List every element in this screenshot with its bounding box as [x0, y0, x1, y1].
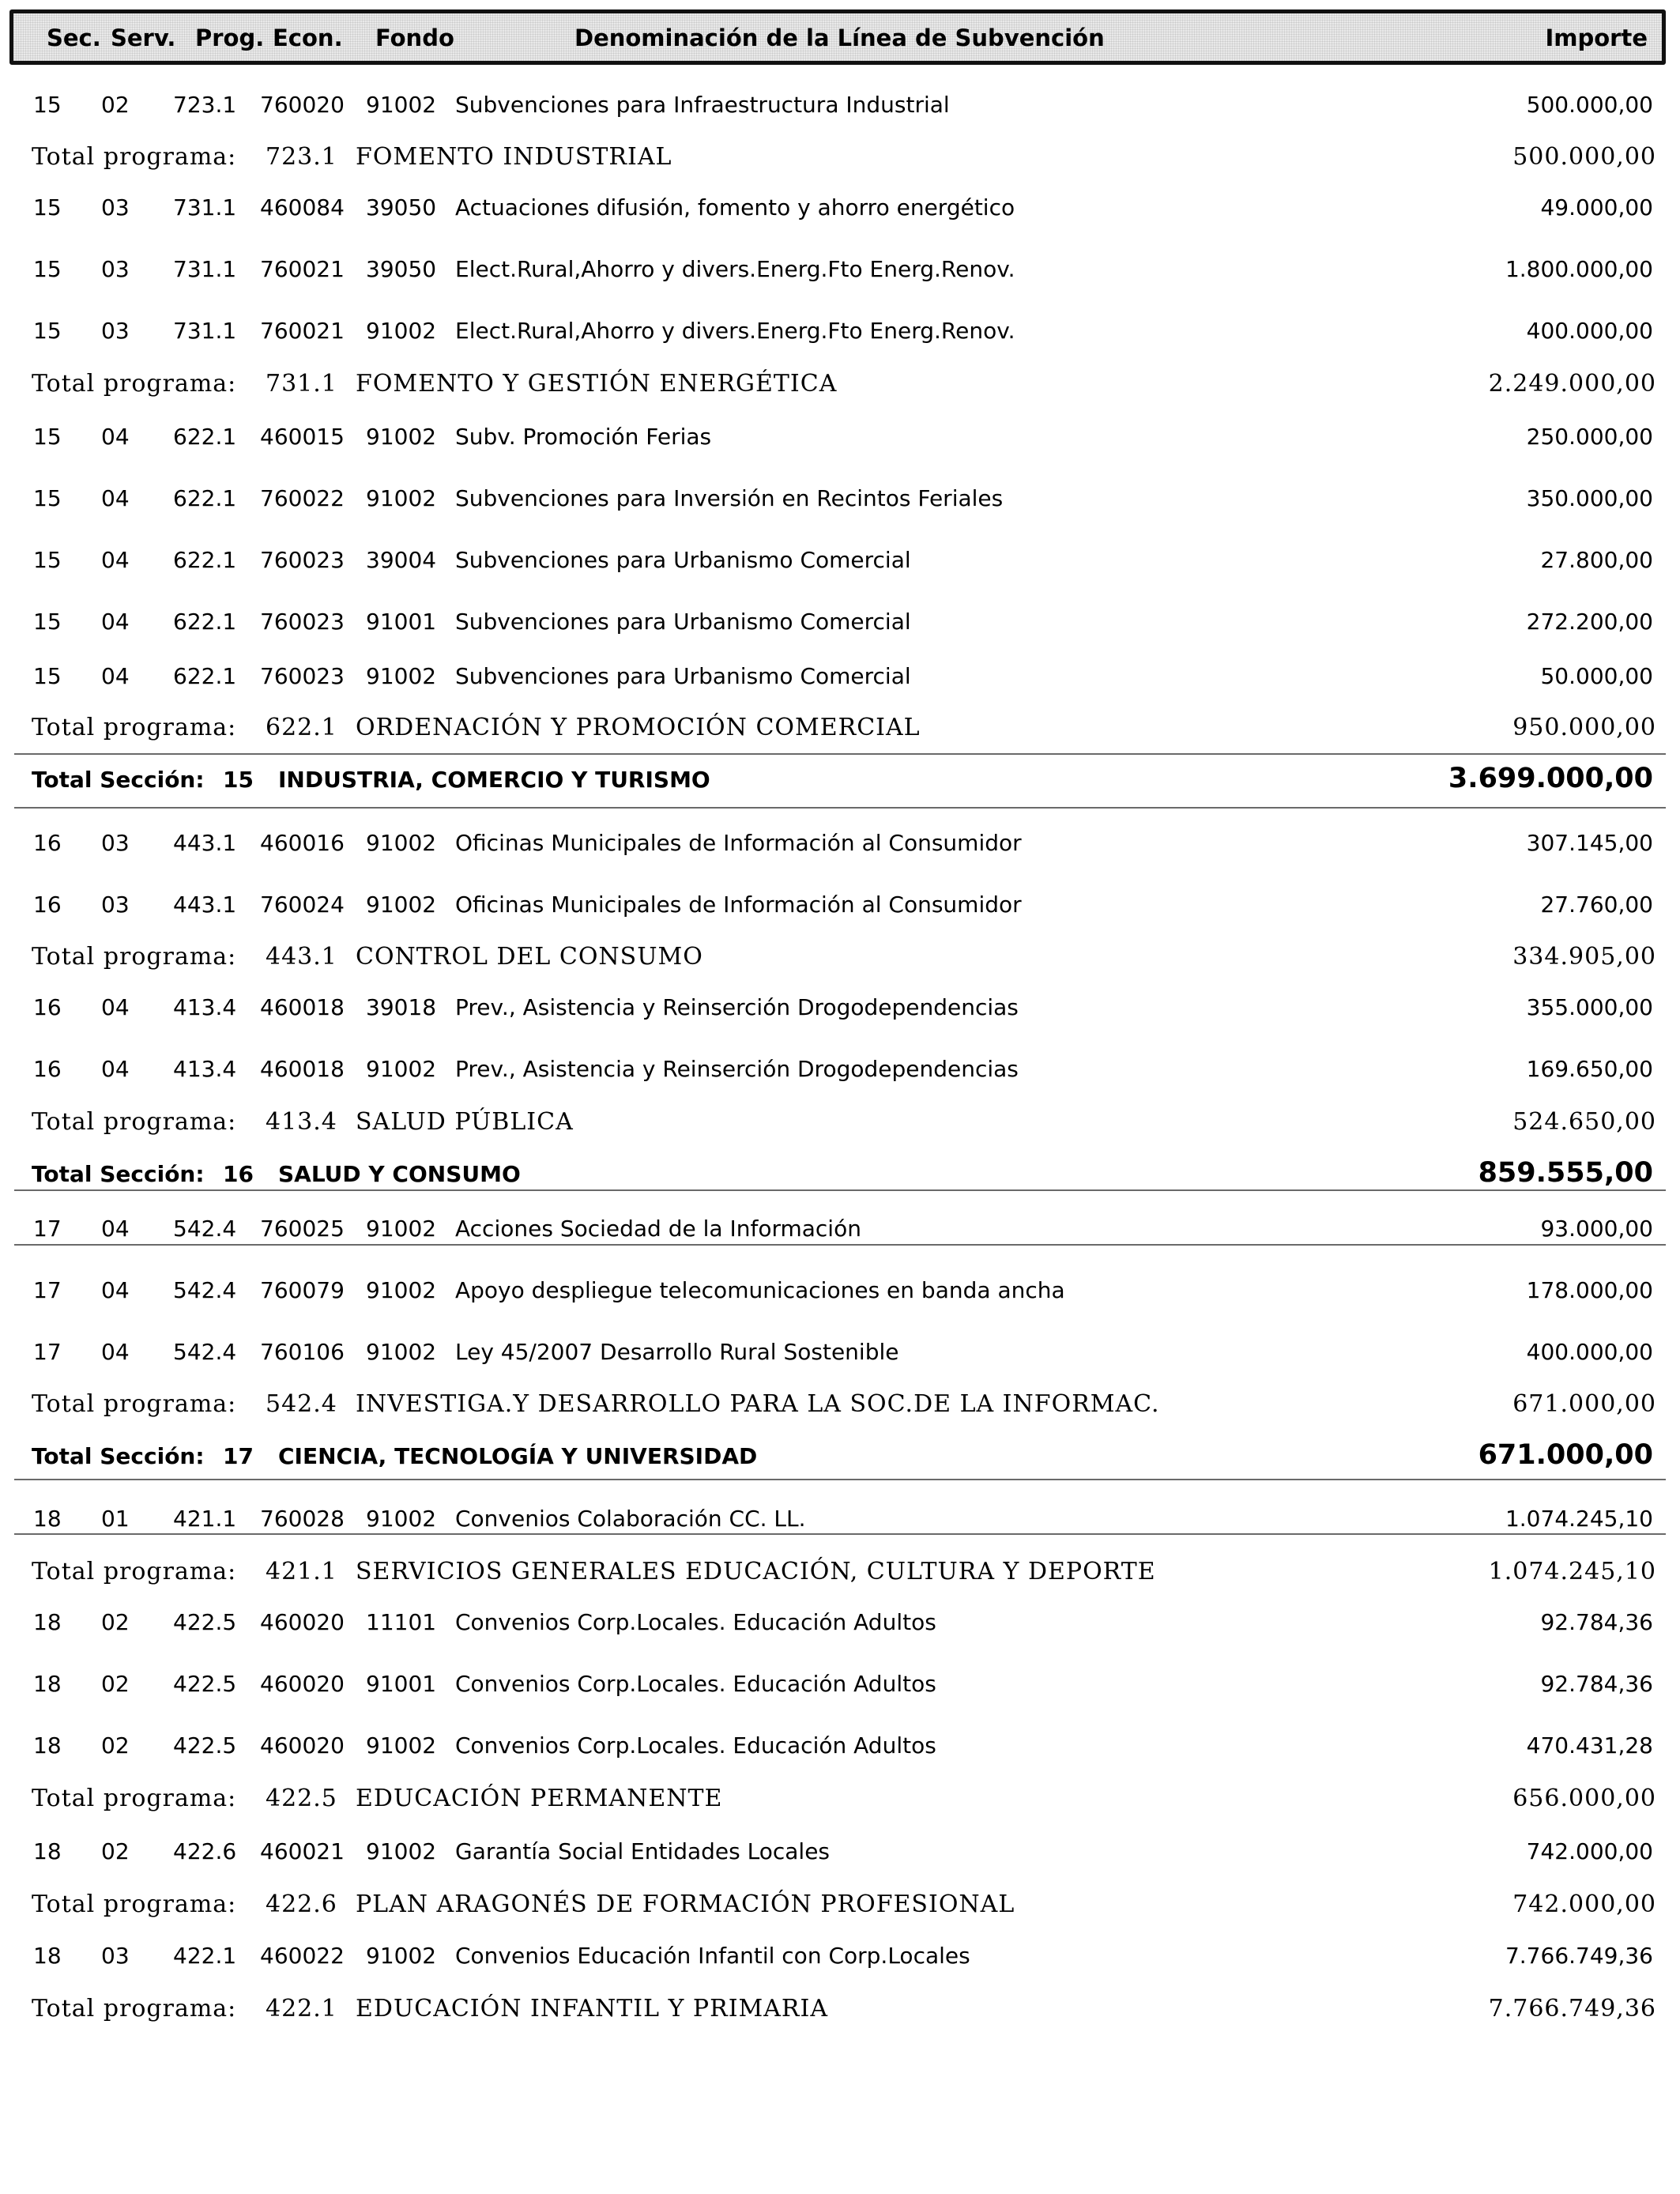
cell-prog: 422.5: [173, 1732, 237, 1759]
cell-denominacion: Acciones Sociedad de la Información: [455, 1216, 861, 1242]
cell-importe: 250.000,00: [1526, 424, 1653, 450]
total-programa-importe: 500.000,00: [1512, 143, 1656, 171]
cell-denominacion: Ley 45/2007 Desarrollo Rural Sostenible: [455, 1339, 899, 1365]
cell-serv: 04: [101, 424, 130, 450]
total-seccion-importe: 859.555,00: [1478, 1157, 1653, 1189]
cell-prog: 422.5: [173, 1609, 237, 1635]
detail-row: [0, 1604, 1680, 1644]
total-programa-name: EDUCACIÓN PERMANENTE: [356, 1785, 723, 1812]
detail-row: [0, 1938, 1680, 1977]
total-programa-name: SALUD PÚBLICA: [356, 1108, 574, 1136]
cell-fondo: 91002: [366, 892, 437, 918]
total-seccion-code: 15: [223, 767, 254, 793]
cell-sec: 15: [33, 485, 62, 511]
cell-sec: 15: [33, 424, 62, 450]
total-programa-label: Total programa:: [32, 143, 237, 171]
cell-denominacion: Apoyo despliegue telecomunicaciones en banda ancha: [455, 1277, 1065, 1303]
cell-serv: 03: [101, 318, 130, 344]
section-divider: [14, 1189, 1666, 1191]
cell-serv: 01: [101, 1506, 130, 1532]
cell-sec: 16: [33, 994, 62, 1020]
cell-econ: 460020: [260, 1671, 345, 1697]
total-programa-importe: 671.000,00: [1512, 1390, 1656, 1418]
cell-sec: 15: [33, 92, 62, 118]
cell-serv: 03: [101, 256, 130, 282]
cell-prog: 622.1: [173, 547, 237, 573]
total-programa-code: 723.1: [266, 143, 337, 171]
cell-econ: 460022: [260, 1943, 345, 1969]
cell-denominacion: Convenios Corp.Locales. Educación Adultos: [455, 1671, 936, 1697]
cell-sec: 18: [33, 1838, 62, 1864]
detail-row: [0, 658, 1680, 698]
detail-row: [0, 604, 1680, 643]
cell-importe: 27.760,00: [1540, 892, 1653, 918]
cell-denominacion: Subvenciones para Infraestructura Industrial: [455, 92, 950, 118]
detail-row: [0, 542, 1680, 582]
cell-sec: 17: [33, 1339, 62, 1365]
total-seccion-row: [0, 1439, 1680, 1479]
cell-denominacion: Elect.Rural,Ahorro y divers.Energ.Fto Energ.Renov.: [455, 318, 1015, 344]
total-programa-code: 422.6: [266, 1891, 337, 1918]
cell-denominacion: Subvenciones para Urbanismo Comercial: [455, 547, 911, 573]
cell-prog: 622.1: [173, 609, 237, 635]
cell-serv: 02: [101, 92, 130, 118]
cell-fondo: 39018: [366, 994, 437, 1020]
cell-serv: 03: [101, 892, 130, 918]
cell-serv: 04: [101, 609, 130, 635]
total-programa-importe: 656.000,00: [1512, 1785, 1656, 1812]
total-programa-name: PLAN ARAGONÉS DE FORMACIÓN PROFESIONAL: [356, 1891, 1015, 1918]
cell-importe: 350.000,00: [1526, 485, 1653, 511]
cell-sec: 16: [33, 830, 62, 856]
total-programa-importe: 742.000,00: [1512, 1891, 1656, 1918]
cell-fondo: 91002: [366, 424, 437, 450]
cell-importe: 1.800.000,00: [1505, 256, 1653, 282]
total-programa-name: ORDENACIÓN Y PROMOCIÓN COMERCIAL: [356, 714, 921, 741]
section-divider: [14, 1479, 1666, 1480]
header-denominacion: Denominación de la Línea de Subvención: [574, 25, 1105, 51]
cell-denominacion: Convenios Corp.Locales. Educación Adultos: [455, 1609, 936, 1635]
cell-sec: 15: [33, 609, 62, 635]
cell-serv: 04: [101, 1277, 130, 1303]
cell-sec: 17: [33, 1216, 62, 1242]
cell-fondo: 91002: [366, 1216, 437, 1242]
total-programa-importe: 334.905,00: [1512, 943, 1656, 971]
cell-importe: 169.650,00: [1526, 1056, 1653, 1082]
cell-denominacion: Convenios Colaboración CC. LL.: [455, 1506, 806, 1532]
cell-prog: 422.6: [173, 1838, 237, 1864]
header-fondo: Fondo: [375, 25, 454, 51]
cell-serv: 02: [101, 1838, 130, 1864]
cell-sec: 15: [33, 547, 62, 573]
detail-row: [0, 1334, 1680, 1374]
cell-econ: 460084: [260, 194, 345, 221]
section-divider: [14, 1244, 1666, 1246]
header-sec: Sec.: [47, 25, 101, 51]
cell-fondo: 11101: [366, 1609, 437, 1635]
cell-econ: 760023: [260, 663, 345, 689]
cell-fondo: 91002: [366, 485, 437, 511]
cell-sec: 15: [33, 194, 62, 221]
cell-econ: 760028: [260, 1506, 345, 1532]
total-programa-importe: 524.650,00: [1512, 1108, 1656, 1136]
total-seccion-label: Total Sección:: [32, 767, 205, 793]
total-programa-row: [0, 1105, 1680, 1144]
total-programa-row: [0, 1555, 1680, 1594]
cell-importe: 49.000,00: [1540, 194, 1653, 221]
cell-prog: 622.1: [173, 424, 237, 450]
cell-prog: 731.1: [173, 318, 237, 344]
cell-fondo: 91002: [366, 318, 437, 344]
detail-row: [0, 887, 1680, 926]
cell-importe: 742.000,00: [1526, 1838, 1653, 1864]
cell-serv: 02: [101, 1609, 130, 1635]
total-programa-code: 731.1: [266, 370, 337, 398]
cell-prog: 542.4: [173, 1277, 237, 1303]
total-programa-label: Total programa:: [32, 1891, 237, 1918]
total-programa-name: INVESTIGA.Y DESARROLLO PARA LA SOC.DE LA INFORMAC.: [356, 1390, 1160, 1418]
total-programa-label: Total programa:: [32, 1558, 237, 1585]
total-seccion-code: 17: [223, 1443, 254, 1469]
cell-serv: 03: [101, 194, 130, 221]
total-programa-importe: 7.766.749,36: [1488, 1995, 1656, 2022]
cell-fondo: 91002: [366, 1943, 437, 1969]
detail-row: [0, 825, 1680, 865]
cell-prog: 443.1: [173, 892, 237, 918]
cell-prog: 413.4: [173, 1056, 237, 1082]
cell-econ: 760106: [260, 1339, 345, 1365]
cell-sec: 18: [33, 1506, 62, 1532]
cell-serv: 04: [101, 485, 130, 511]
total-programa-code: 422.5: [266, 1785, 337, 1812]
cell-importe: 1.074.245,10: [1505, 1506, 1653, 1532]
cell-econ: 760022: [260, 485, 345, 511]
detail-row: [0, 190, 1680, 229]
cell-sec: 17: [33, 1277, 62, 1303]
cell-prog: 542.4: [173, 1339, 237, 1365]
header-serv: Serv.: [111, 25, 176, 51]
cell-fondo: 91001: [366, 1671, 437, 1697]
cell-prog: 542.4: [173, 1216, 237, 1242]
cell-importe: 355.000,00: [1526, 994, 1653, 1020]
cell-importe: 50.000,00: [1540, 663, 1653, 689]
cell-importe: 400.000,00: [1526, 318, 1653, 344]
detail-row: [0, 313, 1680, 352]
cell-fondo: 39050: [366, 194, 437, 221]
cell-econ: 460015: [260, 424, 345, 450]
cell-econ: 460016: [260, 830, 345, 856]
cell-denominacion: Subvenciones para Urbanismo Comercial: [455, 609, 911, 635]
cell-econ: 760021: [260, 256, 345, 282]
cell-denominacion: Prev., Asistencia y Reinserción Drogodependencias: [455, 994, 1019, 1020]
cell-denominacion: Oficinas Municipales de Información al Consumidor: [455, 830, 1022, 856]
cell-fondo: 91002: [366, 663, 437, 689]
total-programa-code: 542.4: [266, 1390, 337, 1418]
cell-denominacion: Subvenciones para Urbanismo Comercial: [455, 663, 911, 689]
cell-denominacion: Actuaciones difusión, fomento y ahorro energético: [455, 194, 1015, 221]
table-header: [9, 9, 1666, 65]
total-seccion-name: SALUD Y CONSUMO: [278, 1161, 521, 1187]
cell-serv: 03: [101, 1943, 130, 1969]
cell-importe: 92.784,36: [1540, 1671, 1653, 1697]
cell-econ: 760023: [260, 547, 345, 573]
cell-fondo: 91002: [366, 1277, 437, 1303]
cell-importe: 307.145,00: [1526, 830, 1653, 856]
total-programa-label: Total programa:: [32, 1390, 237, 1418]
cell-denominacion: Prev., Asistencia y Reinserción Drogodependencias: [455, 1056, 1019, 1082]
cell-denominacion: Garantía Social Entidades Locales: [455, 1838, 831, 1864]
cell-prog: 731.1: [173, 256, 237, 282]
total-programa-row: [0, 140, 1680, 179]
cell-econ: 760021: [260, 318, 345, 344]
cell-sec: 15: [33, 256, 62, 282]
cell-prog: 422.1: [173, 1943, 237, 1969]
total-programa-code: 422.1: [266, 1995, 337, 2022]
cell-prog: 622.1: [173, 485, 237, 511]
total-programa-row: [0, 1781, 1680, 1821]
cell-sec: 15: [33, 318, 62, 344]
detail-row: [0, 1834, 1680, 1873]
detail-row: [0, 1272, 1680, 1312]
cell-fondo: 39050: [366, 256, 437, 282]
cell-serv: 04: [101, 1216, 130, 1242]
cell-fondo: 91002: [366, 1838, 437, 1864]
total-seccion-name: INDUSTRIA, COMERCIO Y TURISMO: [278, 767, 710, 793]
total-programa-name: SERVICIOS GENERALES EDUCACIÓN, CULTURA Y DEPORTE: [356, 1558, 1156, 1585]
detail-row: [0, 251, 1680, 291]
header-importe: Importe: [1545, 25, 1648, 51]
total-seccion-label: Total Sección:: [32, 1161, 205, 1187]
cell-importe: 500.000,00: [1526, 92, 1653, 118]
cell-denominacion: Convenios Corp.Locales. Educación Adultos: [455, 1732, 936, 1759]
total-programa-row: [0, 1992, 1680, 2031]
cell-importe: 272.200,00: [1526, 609, 1653, 635]
detail-row: [0, 1666, 1680, 1706]
cell-denominacion: Convenios Educación Infantil con Corp.Locales: [455, 1943, 970, 1969]
detail-row: [0, 1051, 1680, 1091]
cell-sec: 18: [33, 1609, 62, 1635]
header-prog: Prog.: [195, 25, 265, 51]
cell-sec: 18: [33, 1671, 62, 1697]
cell-serv: 04: [101, 547, 130, 573]
total-programa-importe: 950.000,00: [1512, 714, 1656, 741]
cell-prog: 622.1: [173, 663, 237, 689]
total-programa-code: 443.1: [266, 943, 337, 971]
total-programa-label: Total programa:: [32, 714, 237, 741]
cell-fondo: 91002: [366, 830, 437, 856]
cell-prog: 723.1: [173, 92, 237, 118]
total-programa-name: FOMENTO INDUSTRIAL: [356, 143, 672, 171]
cell-serv: 04: [101, 1339, 130, 1365]
total-seccion-importe: 671.000,00: [1478, 1439, 1653, 1471]
cell-fondo: 91001: [366, 609, 437, 635]
total-programa-name: EDUCACIÓN INFANTIL Y PRIMARIA: [356, 1995, 829, 2022]
cell-importe: 92.784,36: [1540, 1609, 1653, 1635]
cell-fondo: 91002: [366, 1056, 437, 1082]
cell-denominacion: Subvenciones para Inversión en Recintos Feriales: [455, 485, 1004, 511]
cell-fondo: 91002: [366, 92, 437, 118]
cell-econ: 460020: [260, 1732, 345, 1759]
cell-importe: 400.000,00: [1526, 1339, 1653, 1365]
cell-importe: 178.000,00: [1526, 1277, 1653, 1303]
cell-prog: 443.1: [173, 830, 237, 856]
cell-fondo: 39004: [366, 547, 437, 573]
total-programa-row: [0, 367, 1680, 406]
cell-econ: 760079: [260, 1277, 345, 1303]
detail-row: [0, 419, 1680, 458]
section-divider: [14, 753, 1666, 755]
total-seccion-label: Total Sección:: [32, 1443, 205, 1469]
detail-row: [0, 990, 1680, 1029]
total-seccion-name: CIENCIA, TECNOLOGÍA Y UNIVERSIDAD: [278, 1443, 758, 1469]
cell-prog: 731.1: [173, 194, 237, 221]
cell-sec: 15: [33, 663, 62, 689]
cell-importe: 27.800,00: [1540, 547, 1653, 573]
total-seccion-importe: 3.699.000,00: [1448, 763, 1653, 794]
cell-sec: 18: [33, 1943, 62, 1969]
detail-row: [0, 481, 1680, 520]
total-seccion-code: 16: [223, 1161, 254, 1187]
cell-econ: 760020: [260, 92, 345, 118]
cell-importe: 7.766.749,36: [1505, 1943, 1653, 1969]
total-programa-label: Total programa:: [32, 1995, 237, 2022]
cell-econ: 460018: [260, 1056, 345, 1082]
cell-denominacion: Oficinas Municipales de Información al Consumidor: [455, 892, 1022, 918]
cell-serv: 03: [101, 830, 130, 856]
section-divider: [14, 807, 1666, 809]
cell-serv: 04: [101, 1056, 130, 1082]
cell-prog: 421.1: [173, 1506, 237, 1532]
section-divider: [14, 1533, 1666, 1535]
header-econ: Econ.: [273, 25, 343, 51]
cell-importe: 93.000,00: [1540, 1216, 1653, 1242]
total-programa-label: Total programa:: [32, 1108, 237, 1136]
cell-econ: 460020: [260, 1609, 345, 1635]
cell-econ: 460021: [260, 1838, 345, 1864]
cell-serv: 02: [101, 1732, 130, 1759]
total-programa-code: 421.1: [266, 1558, 337, 1585]
cell-prog: 413.4: [173, 994, 237, 1020]
total-programa-importe: 2.249.000,00: [1488, 370, 1656, 398]
cell-sec: 18: [33, 1732, 62, 1759]
total-programa-row: [0, 711, 1680, 750]
total-programa-label: Total programa:: [32, 943, 237, 971]
cell-serv: 04: [101, 663, 130, 689]
total-programa-label: Total programa:: [32, 370, 237, 398]
total-programa-label: Total programa:: [32, 1785, 237, 1812]
cell-denominacion: Elect.Rural,Ahorro y divers.Energ.Fto Energ.Renov.: [455, 256, 1015, 282]
detail-row: [0, 1728, 1680, 1767]
cell-econ: 760024: [260, 892, 345, 918]
total-seccion-row: [0, 763, 1680, 802]
detail-row: [0, 87, 1680, 126]
cell-denominacion: Subv. Promoción Ferias: [455, 424, 712, 450]
cell-fondo: 91002: [366, 1506, 437, 1532]
total-programa-row: [0, 1887, 1680, 1927]
cell-sec: 16: [33, 892, 62, 918]
cell-serv: 02: [101, 1671, 130, 1697]
cell-sec: 16: [33, 1056, 62, 1082]
total-programa-code: 413.4: [266, 1108, 337, 1136]
total-programa-importe: 1.074.245,10: [1488, 1558, 1656, 1585]
cell-importe: 470.431,28: [1526, 1732, 1653, 1759]
total-programa-name: CONTROL DEL CONSUMO: [356, 943, 703, 971]
cell-econ: 460018: [260, 994, 345, 1020]
total-programa-code: 622.1: [266, 714, 337, 741]
cell-prog: 422.5: [173, 1671, 237, 1697]
cell-serv: 04: [101, 994, 130, 1020]
cell-econ: 760023: [260, 609, 345, 635]
cell-econ: 760025: [260, 1216, 345, 1242]
total-programa-row: [0, 940, 1680, 979]
total-programa-row: [0, 1387, 1680, 1427]
cell-fondo: 91002: [366, 1339, 437, 1365]
total-programa-name: FOMENTO Y GESTIÓN ENERGÉTICA: [356, 370, 838, 398]
cell-fondo: 91002: [366, 1732, 437, 1759]
